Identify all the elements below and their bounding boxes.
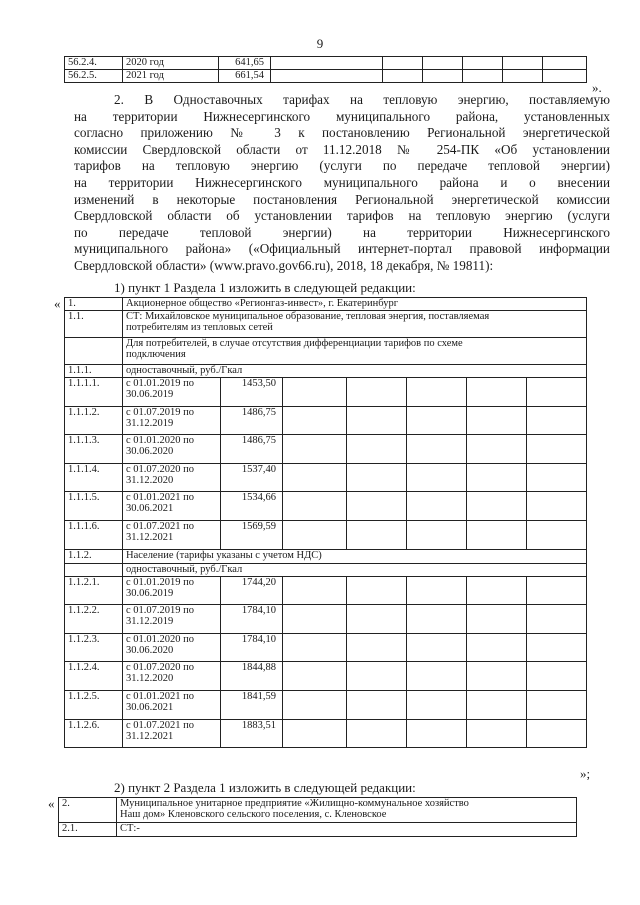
period-start: с 01.01.2019 по	[126, 378, 195, 389]
paragraph-line: 2. В Одноставочных тарифах на тепловую энергию, поставляемую	[114, 92, 610, 107]
paragraph-line: по передаче тепловой энергии) на территории Нижнесергинского	[74, 224, 610, 240]
period-cell	[123, 492, 221, 521]
table-row	[65, 378, 587, 407]
tariff-table-2	[58, 797, 577, 837]
empty-cell	[347, 463, 407, 492]
period-start: с 01.07.2021 по	[126, 719, 195, 731]
row-text	[123, 338, 587, 365]
subpoint-1: 1) пункт 1 Раздела 1 изложить в следующей редакции:	[114, 280, 416, 295]
empty-cell	[407, 378, 467, 407]
empty-cell	[347, 605, 407, 634]
subpoint-2: 2) пункт 2 Раздела 1 изложить в следующей редакции:	[114, 780, 416, 795]
empty-cell	[407, 463, 467, 492]
tariff-value: 1784,10	[221, 605, 283, 634]
row-text-line: подключения	[126, 349, 186, 360]
row-code: 1.1.2.5.	[65, 690, 123, 719]
row-text-line: потребителям из тепловых сетей	[126, 322, 273, 333]
row-text	[123, 298, 587, 311]
paragraph-line: Свердловской области» (www.pravo.gov66.ru), 2018, 18 декабря, № 19811):	[74, 257, 494, 273]
page-number: 9	[316, 36, 324, 51]
empty-cell	[527, 605, 587, 634]
empty-cell	[347, 633, 407, 662]
row-code: 1.1.2.4.	[65, 662, 123, 691]
row-code: 1.1.1.6.	[65, 520, 123, 549]
empty-cell	[283, 463, 347, 492]
empty-cell	[283, 605, 347, 634]
empty-cell	[543, 70, 587, 83]
period-start: с 01.07.2019 по	[126, 406, 195, 418]
period-end: 30.06.2020	[126, 644, 174, 656]
empty-cell	[467, 463, 527, 492]
closing-quote: ».	[592, 80, 602, 95]
empty-cell	[407, 406, 467, 435]
empty-cell	[527, 633, 587, 662]
empty-cell	[503, 70, 543, 83]
paragraph-line: муниципального района» («Официальный интернет-портал правовой информации	[74, 241, 610, 257]
row-code: 1.1.1.1.	[65, 378, 123, 407]
empty-cell	[503, 57, 543, 70]
row-code: 1.1.1.4.	[65, 463, 123, 492]
period-end: 31.12.2021	[126, 730, 174, 742]
empty-cell	[467, 633, 527, 662]
empty-cell	[407, 520, 467, 549]
row-text-line: СТ: Михайловское муниципальное образование, тепловая энергия, поставляемая	[126, 311, 490, 322]
empty-cell	[467, 435, 527, 464]
empty-cell	[283, 378, 347, 407]
empty-cell	[527, 492, 587, 521]
tariff-value: 1453,50	[221, 378, 283, 407]
empty-cell	[407, 605, 467, 634]
table-row	[65, 549, 587, 563]
paragraph-line: комиссии Свердловской области от 11.12.2018 № 254-ПК «Об установлении	[74, 141, 610, 157]
empty-cell	[407, 690, 467, 719]
row-code: 2.	[59, 798, 117, 823]
table-row	[65, 57, 587, 70]
tariff-value: 1841,59	[221, 690, 283, 719]
empty-cell	[407, 719, 467, 748]
row-text-line: Население (тарифы указаны с учетом НДС)	[126, 549, 322, 561]
table-row	[65, 719, 587, 748]
empty-cell	[527, 520, 587, 549]
period-cell	[123, 406, 221, 435]
table-row	[65, 690, 587, 719]
period-cell	[123, 463, 221, 492]
period-start: с 01.07.2020 по	[126, 662, 195, 674]
empty-cell	[527, 662, 587, 691]
empty-cell	[283, 719, 347, 748]
table-row	[65, 563, 587, 576]
period-cell	[123, 719, 221, 748]
period-end: 31.12.2020	[126, 474, 174, 486]
empty-cell	[347, 662, 407, 691]
table-row	[65, 298, 587, 311]
period-start: с 01.01.2020 по	[126, 435, 195, 447]
empty-cell	[527, 406, 587, 435]
period-cell	[123, 662, 221, 691]
tariff-value: 1534,66	[221, 492, 283, 521]
empty-cell	[283, 633, 347, 662]
table-row	[65, 338, 587, 365]
top-tariff-table	[64, 56, 587, 83]
empty-cell	[347, 690, 407, 719]
row-code: 1.1.2.1.	[65, 576, 123, 605]
row-code	[65, 563, 123, 576]
period-start: с 01.01.2021 по	[126, 492, 195, 504]
empty-cell	[347, 435, 407, 464]
table-row	[65, 633, 587, 662]
period-start: с 01.01.2020 по	[126, 633, 195, 645]
empty-cell	[407, 435, 467, 464]
tariff-value: 1744,20	[221, 576, 283, 605]
empty-cell	[543, 57, 587, 70]
empty-cell	[347, 406, 407, 435]
empty-cell	[463, 70, 503, 83]
paragraph-line: Свердловской области об установлении тарифов на тепловую энергию (услуги	[74, 208, 610, 224]
table-row	[65, 662, 587, 691]
empty-cell	[423, 70, 463, 83]
row-text: СТ:-	[117, 823, 577, 837]
period-start: с 01.07.2020 по	[126, 463, 195, 475]
tariff-value: 1569,59	[221, 520, 283, 549]
paragraph-line: согласно приложению № 3 к постановлению Региональной энергетической	[74, 125, 610, 141]
tariff-value: 1844,88	[221, 662, 283, 691]
empty-cell	[467, 690, 527, 719]
period-end: 31.12.2021	[126, 531, 174, 543]
empty-cell	[467, 605, 527, 634]
empty-cell	[347, 492, 407, 521]
period-end: 30.06.2021	[126, 701, 174, 713]
period-start: с 01.07.2021 по	[126, 520, 195, 532]
opening-quote: «	[54, 296, 61, 311]
empty-cell	[467, 378, 527, 407]
period-cell	[123, 378, 221, 407]
table-row	[65, 70, 587, 83]
empty-cell	[271, 57, 383, 70]
empty-cell	[423, 57, 463, 70]
tariff-value: 1883,51	[221, 719, 283, 748]
table-row	[65, 576, 587, 605]
empty-cell	[283, 662, 347, 691]
period-cell	[123, 520, 221, 549]
period-end: 30.06.2019	[126, 587, 174, 599]
empty-cell	[347, 576, 407, 605]
empty-cell	[283, 492, 347, 521]
row-code: 1.1.2.6.	[65, 719, 123, 748]
empty-cell	[383, 70, 423, 83]
empty-cell	[407, 633, 467, 662]
empty-cell	[467, 576, 527, 605]
empty-cell	[407, 576, 467, 605]
row-text	[123, 563, 587, 576]
row-code: 1.1.1.5.	[65, 492, 123, 521]
paragraph-line: тарифов на тепловую энергию (услуги по передаче тепловой энергии)	[74, 158, 610, 174]
table-row	[65, 605, 587, 634]
empty-cell	[467, 406, 527, 435]
table-row	[65, 463, 587, 492]
empty-cell	[283, 576, 347, 605]
empty-cell	[467, 719, 527, 748]
row-value: 641,65	[219, 57, 271, 70]
table-row	[65, 311, 587, 338]
period-end: 30.06.2021	[126, 503, 174, 515]
row-text-line: Для потребителей, в случае отсутствия дифференциации тарифов по схеме	[126, 338, 463, 349]
paragraph-line: изменений в некоторые постановления Региональной энергетической комиссии	[74, 191, 610, 207]
row-code: 1.1.1.3.	[65, 435, 123, 464]
period-end: 31.12.2019	[126, 616, 174, 628]
empty-cell	[527, 378, 587, 407]
empty-cell	[527, 435, 587, 464]
period-end: 30.06.2019	[126, 389, 174, 400]
row-code: 1.	[65, 298, 123, 311]
row-value: 661,54	[219, 70, 271, 83]
period-cell	[123, 576, 221, 605]
empty-cell	[527, 690, 587, 719]
period-cell	[123, 605, 221, 634]
empty-cell	[527, 463, 587, 492]
table-row	[65, 492, 587, 521]
empty-cell	[463, 57, 503, 70]
period-cell	[123, 435, 221, 464]
period-end: 31.12.2019	[126, 417, 174, 429]
row-code: 1.1.2.2.	[65, 605, 123, 634]
row-code: 1.1.1.2.	[65, 406, 123, 435]
table-row	[65, 365, 587, 378]
tariff-value: 1537,40	[221, 463, 283, 492]
empty-cell	[283, 520, 347, 549]
closing-quote-2: »;	[580, 766, 591, 781]
opening-quote-2: «	[48, 796, 55, 811]
tariff-value: 1486,75	[221, 406, 283, 435]
row-code: 2.1.	[59, 823, 117, 837]
empty-cell	[467, 492, 527, 521]
empty-cell	[527, 719, 587, 748]
row-text	[123, 311, 587, 338]
tariff-value: 1784,10	[221, 633, 283, 662]
tariff-table-1	[64, 297, 587, 748]
amendment-paragraph	[74, 92, 610, 275]
row-code: 1.1.	[65, 311, 123, 338]
empty-cell	[347, 719, 407, 748]
empty-cell	[407, 492, 467, 521]
period-start: с 01.01.2019 по	[126, 576, 195, 588]
row-code: 1.1.2.	[65, 549, 123, 563]
empty-cell	[467, 520, 527, 549]
empty-cell	[383, 57, 423, 70]
row-code: 56.2.5.	[65, 70, 123, 83]
row-code: 1.1.1.	[65, 365, 123, 378]
empty-cell	[407, 662, 467, 691]
row-year: 2021 год	[123, 70, 219, 83]
row-code: 56.2.4.	[65, 57, 123, 70]
empty-cell	[527, 576, 587, 605]
empty-cell	[467, 662, 527, 691]
tariff-value: 1486,75	[221, 435, 283, 464]
row-text-line: одноставочный, руб./Гкал	[126, 365, 243, 376]
table-row	[65, 406, 587, 435]
row-text	[123, 549, 587, 563]
empty-cell	[283, 406, 347, 435]
table-row	[59, 823, 577, 837]
period-start: с 01.07.2019 по	[126, 605, 195, 617]
period-cell	[123, 633, 221, 662]
empty-cell	[283, 690, 347, 719]
organization-name: Муниципальное унитарное предприятие «Жилищно-коммунальное хозяйство Наш дом» Кленовского сельского поселения, с. Кленовское	[117, 798, 577, 823]
row-text-line: Акционерное общество «Регионгаз-инвест», г. Екатеринбург	[126, 298, 399, 309]
period-cell	[123, 690, 221, 719]
period-end: 31.12.2020	[126, 673, 174, 685]
row-text	[123, 365, 587, 378]
table-row	[65, 435, 587, 464]
row-text-line: одноставочный, руб./Гкал	[126, 563, 243, 575]
empty-cell	[283, 435, 347, 464]
empty-cell	[347, 378, 407, 407]
row-code: 1.1.2.3.	[65, 633, 123, 662]
table-row	[59, 798, 577, 823]
row-year: 2020 год	[123, 57, 219, 70]
row-code	[65, 338, 123, 365]
period-start: с 01.01.2021 по	[126, 690, 195, 702]
table-row	[65, 520, 587, 549]
empty-cell	[271, 70, 383, 83]
paragraph-line: на территории Нижнесергинского муниципального района и о внесении	[74, 174, 610, 190]
period-end: 30.06.2020	[126, 446, 174, 458]
paragraph-line: на территории Нижнесергинского муниципального района, установленных	[74, 108, 610, 124]
empty-cell	[347, 520, 407, 549]
